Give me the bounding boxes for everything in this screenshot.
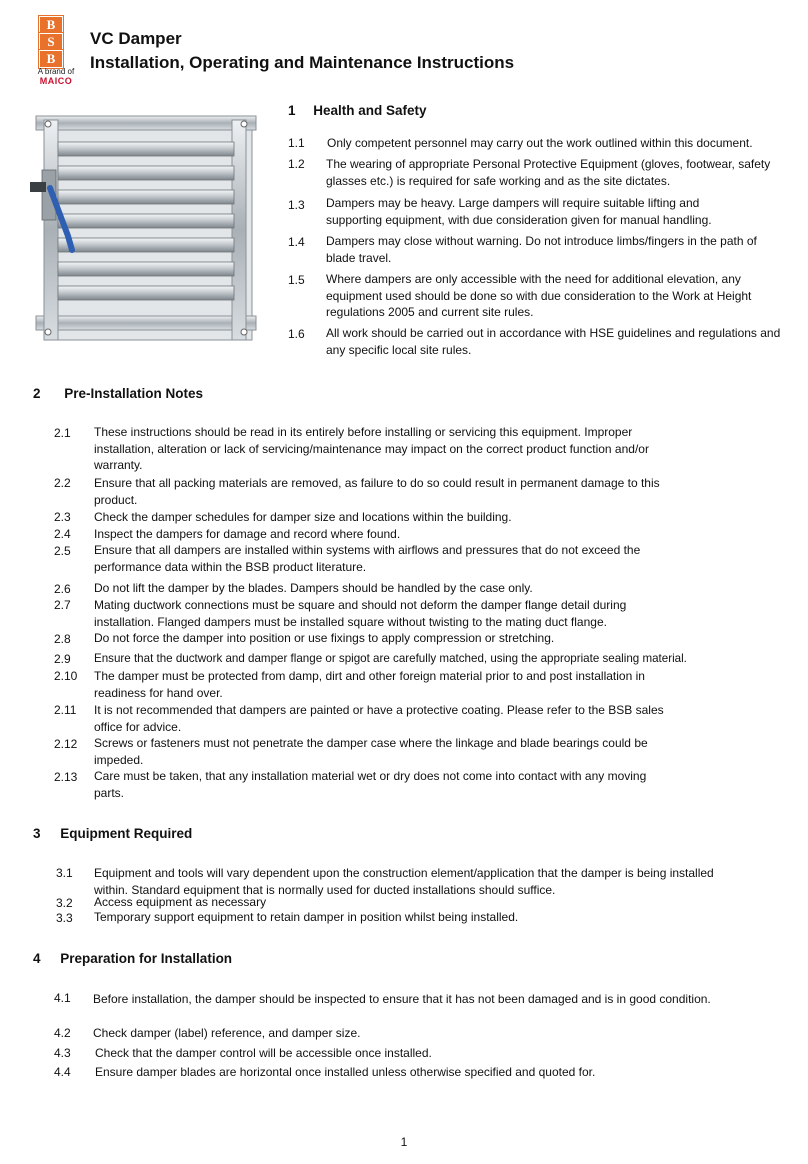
section-title: Pre-Installation Notes [64, 386, 204, 401]
item-text: Equipment and tools will vary dependent upon the construction element/application that the damper is being installed within. Standard equipment that is normally used for ducted installations should suffice. [94, 866, 714, 897]
logo-letter: B [39, 16, 63, 34]
item-number: 4.1 [54, 991, 71, 1005]
item-text: The damper must be protected from damp, dirt and other foreign material prior to and post installation in readiness for hand over. [94, 669, 645, 700]
page-subtitle: Installation, Operating and Maintenance Instructions [90, 53, 515, 72]
section-number: 4 [33, 951, 41, 966]
item-text: Screws or fasteners must not penetrate the damper case where the linkage and blade bearings could be impeded. [94, 736, 648, 767]
section-title: Equipment Required [60, 826, 193, 841]
item-number: 2.3 [54, 510, 71, 524]
logo-letter: B [39, 50, 63, 68]
item-text: Do not force the damper into position or use fixings to apply compression or stretching. [94, 631, 555, 645]
item-number: 2.12 [54, 737, 78, 751]
section-heading [33, 826, 192, 841]
item-text: All work should be carried out in accordance with HSE guidelines and regulations and any specific local site rules. [326, 326, 781, 357]
section-number: 1 [288, 103, 296, 118]
item-number: 2.9 [54, 652, 71, 666]
item-number: 1.5 [288, 273, 305, 287]
item-text: Inspect the dampers for damage and record where found. [94, 527, 401, 541]
item-text: The wearing of appropriate Personal Protective Equipment (gloves, footwear, safety glasses etc.) is required for safe working and as the site dictates. [326, 157, 771, 188]
item-text: Check that the damper control will be accessible once installed. [95, 1046, 432, 1060]
item-number: 3.1 [56, 866, 73, 880]
logo-brand-text: A brand of [37, 67, 75, 76]
item-text: Dampers may be heavy. Large dampers will require suitable lifting and supporting equipment, with due consideration given for manual handling. [326, 196, 712, 227]
item-number: 2.6 [54, 582, 71, 596]
section-heading [33, 386, 203, 401]
item-text: Before installation, the damper should be inspected to ensure that it has not been damaged and is in good condition. [93, 992, 711, 1006]
item-text: Dampers may close without warning. Do not introduce limbs/fingers in the path of blade travel. [326, 234, 757, 265]
item-text: Check the damper schedules for damper size and locations within the building. [94, 510, 512, 524]
item-number: 2.7 [54, 598, 71, 612]
bsb-maico-logo [30, 14, 82, 88]
item-number: 2.8 [54, 632, 71, 646]
item-number: 1.4 [288, 235, 305, 249]
item-number: 3.3 [56, 911, 73, 925]
item-number: 2.11 [54, 703, 77, 717]
section-number: 2 [33, 386, 41, 401]
item-text: Ensure damper blades are horizontal once installed unless otherwise specified and quoted for. [95, 1065, 596, 1079]
item-number: 1.6 [288, 327, 305, 341]
item-text: Ensure that all dampers are installed within systems with airflows and pressures that do not exceed the performance data within the BSB product literature. [94, 543, 641, 574]
section-heading [288, 103, 427, 118]
item-text: Check damper (label) reference, and damper size. [93, 1026, 361, 1040]
item-number: 2.2 [54, 476, 71, 490]
item-text: Temporary support equipment to retain damper in position whilst being installed. [94, 910, 519, 924]
logo-maico-text: MAICO [39, 76, 73, 86]
logo-letter: S [39, 33, 63, 51]
item-text: Only competent personnel may carry out the work outlined within this document. [327, 136, 753, 150]
item-number: 1.3 [288, 198, 305, 212]
section-title: Health and Safety [313, 103, 427, 118]
damper-image [20, 100, 270, 368]
item-number: 2.1 [54, 426, 71, 440]
page-number: 1 [400, 1135, 408, 1149]
item-text: Ensure that the ductwork and damper flange or spigot are carefully matched, using the appropriate sealing material. [94, 652, 687, 665]
item-number: 2.13 [54, 770, 78, 784]
item-number: 2.4 [54, 527, 71, 541]
item-text: Access equipment as necessary [94, 895, 267, 909]
section-title: Preparation for Installation [60, 951, 233, 966]
item-number: 4.3 [54, 1046, 71, 1060]
section-heading [33, 951, 232, 966]
item-text: Mating ductwork connections must be square and should not deform the damper flange detail during installation. Flanged dampers must be installed square without twisting to the mating duct flange. [94, 598, 627, 629]
item-text: It is not recommended that dampers are painted or have a protective coating. Please refer to the BSB sales office for advice. [94, 703, 664, 734]
item-number: 1.2 [288, 157, 305, 171]
page-title: VC Damper [90, 29, 182, 48]
item-number: 3.2 [56, 896, 73, 910]
item-text: Care must be taken, that any installation material wet or dry does not come into contact with any moving parts. [94, 769, 647, 800]
item-number: 2.10 [54, 669, 78, 683]
item-text: Do not lift the damper by the blades. Dampers should be handled by the case only. [94, 581, 533, 595]
item-number: 2.5 [54, 544, 71, 558]
item-number: 4.2 [54, 1026, 71, 1040]
section-number: 3 [33, 826, 41, 841]
item-text: Ensure that all packing materials are removed, as failure to do so could result in permanent damage to this product. [94, 476, 660, 507]
item-text: Where dampers are only accessible with the need for additional elevation, any equipment used should be done so with due consideration to the Work at Height regulations 2005 and current site rules. [326, 272, 752, 319]
item-number: 4.4 [54, 1065, 71, 1079]
item-text: These instructions should be read in its entirely before installing or servicing this equipment. Improper installation, alteration or lack of servicing/maintenance may impact on the correct product function and/or warranty. [94, 425, 649, 472]
item-number: 1.1 [288, 136, 305, 150]
